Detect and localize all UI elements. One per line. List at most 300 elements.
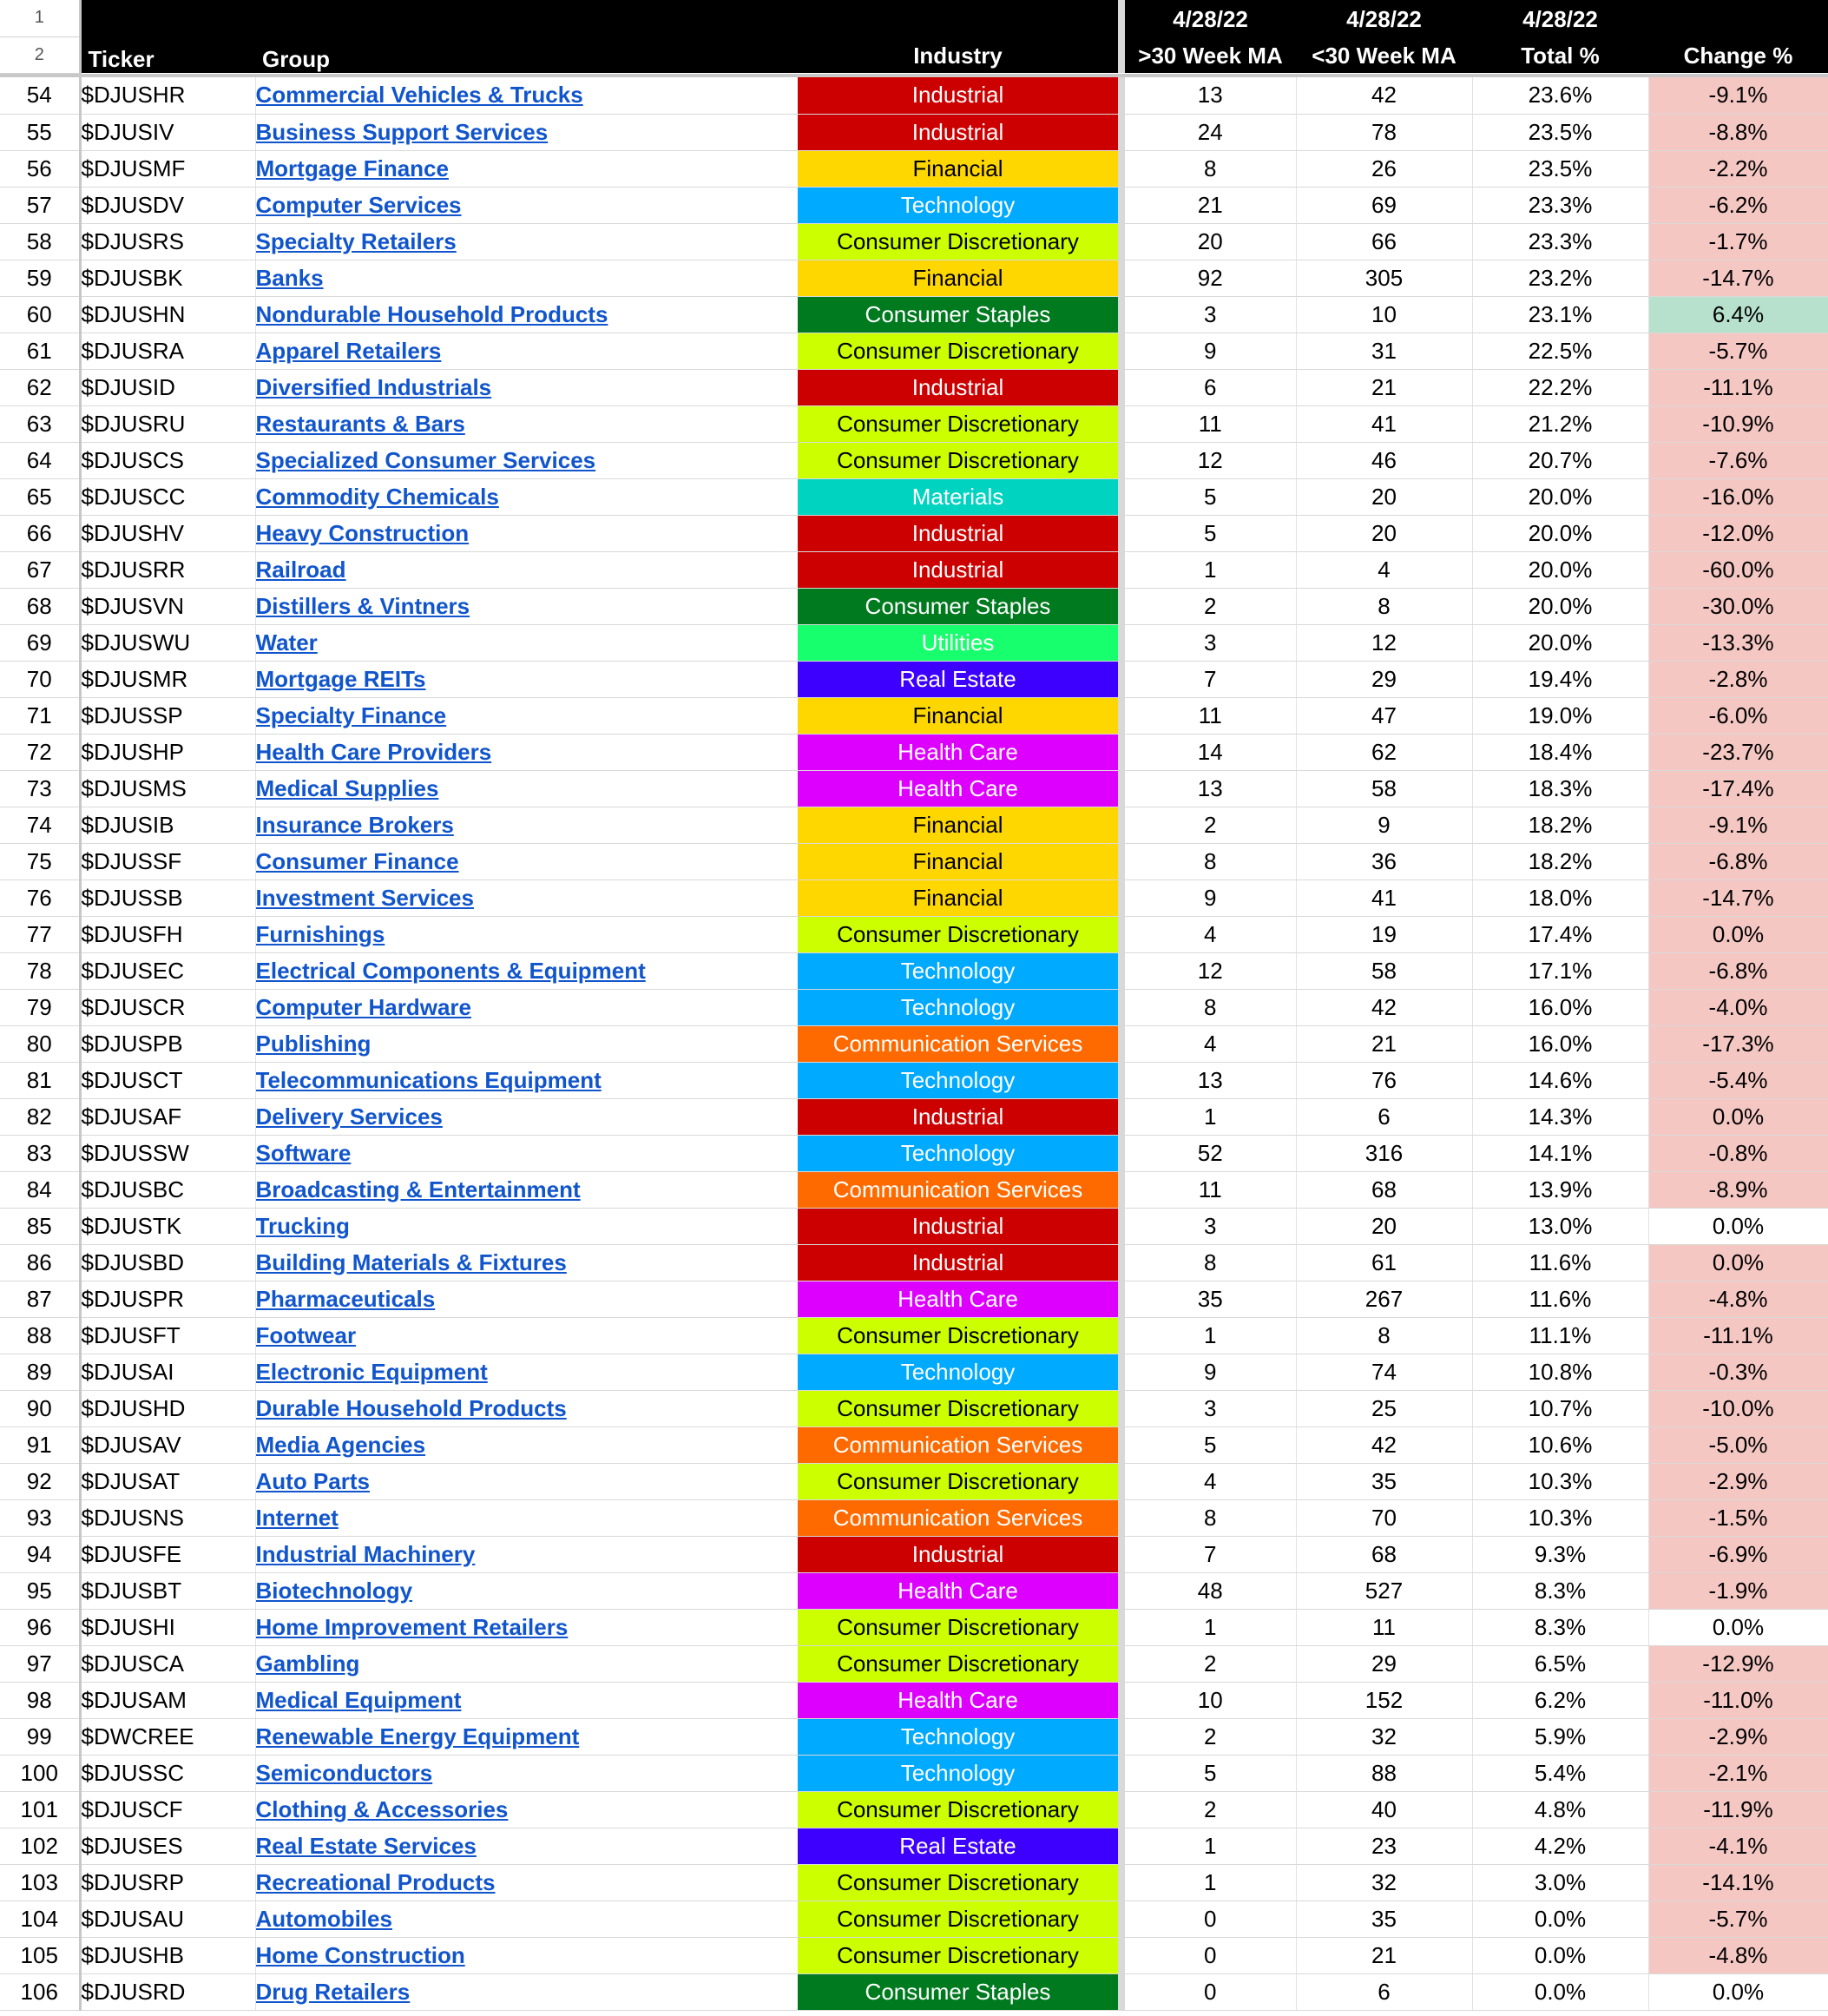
total-pct-cell[interactable]: 18.2% [1472,843,1648,880]
total-pct-cell[interactable]: 0.0% [1472,1973,1648,2010]
header-total-pct[interactable]: Total % [1472,36,1648,73]
group-link[interactable]: Electronic Equipment [255,1358,488,1385]
change-pct-cell[interactable]: -4.1% [1648,1828,1828,1864]
total-pct-cell[interactable]: 20.0% [1472,478,1648,515]
total-pct-cell[interactable]: 23.1% [1472,296,1648,333]
industry-cell[interactable]: Communication Services [798,1025,1121,1062]
total-pct-cell[interactable]: 23.5% [1472,150,1648,187]
group-link[interactable]: Telecommunications Equipment [255,1066,602,1093]
below-ma-cell[interactable]: 40 [1296,1791,1472,1828]
header-below-ma[interactable]: <30 Week MA [1296,36,1472,73]
above-ma-cell[interactable]: 3 [1121,296,1296,333]
industry-cell[interactable]: Consumer Discretionary [798,333,1121,369]
total-pct-cell[interactable]: 0.0% [1472,1937,1648,1973]
industry-cell[interactable]: Consumer Discretionary [798,1390,1121,1426]
industry-cell[interactable]: Industrial [798,1208,1121,1244]
group-link[interactable]: Consumer Finance [255,847,459,874]
group-link[interactable]: Automobiles [255,1905,392,1932]
industry-cell[interactable]: Financial [798,260,1121,296]
group-link-cell[interactable] [255,1718,798,1755]
below-ma-cell[interactable]: 29 [1296,1645,1472,1682]
below-ma-cell[interactable]: 35 [1296,1463,1472,1499]
row-number[interactable]: 58 [0,223,80,260]
industry-cell[interactable]: Financial [798,697,1121,734]
group-link[interactable]: Banks [255,264,324,291]
group-link[interactable]: Footwear [255,1321,357,1348]
group-link-cell[interactable] [255,916,798,952]
ticker-cell[interactable]: $DJUSHB [80,1937,255,1973]
group-link[interactable]: Broadcasting & Entertainment [255,1176,581,1202]
group-link-cell[interactable] [255,369,798,405]
below-ma-cell[interactable]: 267 [1296,1281,1472,1317]
below-ma-cell[interactable]: 305 [1296,260,1472,296]
above-ma-cell[interactable]: 1 [1121,551,1296,588]
group-link[interactable]: Commercial Vehicles & Trucks [255,82,583,109]
row-number[interactable]: 101 [0,1791,80,1828]
total-pct-cell[interactable]: 20.7% [1472,442,1648,478]
group-link[interactable]: Gambling [255,1650,360,1677]
row-number[interactable]: 84 [0,1171,80,1208]
group-link-cell[interactable] [255,1682,798,1718]
group-link[interactable]: Nondurable Household Products [255,300,608,327]
industry-cell[interactable]: Industrial [798,1244,1121,1281]
row-number[interactable]: 67 [0,551,80,588]
group-link[interactable]: Delivery Services [255,1103,443,1130]
ticker-cell[interactable]: $DJUSPR [80,1281,255,1317]
total-pct-cell[interactable]: 18.0% [1472,880,1648,916]
row-number[interactable]: 55 [0,114,80,150]
group-link[interactable]: Investment Services [255,884,474,911]
industry-cell[interactable]: Consumer Staples [798,296,1121,333]
change-pct-cell[interactable]: -6.9% [1648,1536,1828,1572]
ticker-cell[interactable]: $DJUSRR [80,551,255,588]
above-ma-cell[interactable]: 8 [1121,1244,1296,1281]
total-pct-cell[interactable]: 0.0% [1472,1901,1648,1937]
ticker-cell[interactable]: $DJUSSW [80,1135,255,1171]
group-link[interactable]: Home Improvement Retailers [255,1613,569,1640]
change-pct-cell[interactable]: -13.3% [1648,624,1828,661]
above-ma-cell[interactable]: 8 [1121,1499,1296,1536]
group-link-cell[interactable] [255,989,798,1025]
total-pct-cell[interactable]: 20.0% [1472,551,1648,588]
row-number[interactable]: 103 [0,1864,80,1901]
ticker-cell[interactable]: $DJUSRD [80,1973,255,2010]
below-ma-cell[interactable]: 46 [1296,442,1472,478]
row-number[interactable]: 54 [0,77,80,114]
group-link[interactable]: Commodity Chemicals [255,483,499,510]
total-pct-cell[interactable]: 14.3% [1472,1098,1648,1135]
group-link-cell[interactable] [255,1426,798,1463]
ticker-cell[interactable]: $DJUSHP [80,734,255,770]
industry-cell[interactable]: Technology [798,989,1121,1025]
ticker-cell[interactable]: $DJUSFT [80,1317,255,1354]
below-ma-cell[interactable]: 8 [1296,588,1472,624]
above-ma-cell[interactable]: 8 [1121,989,1296,1025]
total-pct-cell[interactable]: 22.5% [1472,333,1648,369]
below-ma-cell[interactable]: 42 [1296,77,1472,114]
row-number[interactable]: 76 [0,880,80,916]
change-pct-cell[interactable]: -14.7% [1648,880,1828,916]
industry-cell[interactable]: Utilities [798,624,1121,661]
industry-cell[interactable]: Real Estate [798,661,1121,697]
industry-cell[interactable]: Consumer Discretionary [798,1791,1121,1828]
group-link[interactable]: Durable Household Products [255,1394,567,1421]
industry-cell[interactable]: Consumer Discretionary [798,916,1121,952]
row-number[interactable]: 80 [0,1025,80,1062]
group-link[interactable]: Business Support Services [255,118,549,145]
group-link[interactable]: Software [255,1139,352,1166]
industry-cell[interactable]: Technology [798,1135,1121,1171]
total-pct-cell[interactable]: 3.0% [1472,1864,1648,1901]
row-number[interactable]: 95 [0,1572,80,1609]
change-pct-cell[interactable]: -6.8% [1648,952,1828,989]
row-number[interactable]: 65 [0,478,80,515]
above-ma-cell[interactable]: 11 [1121,1171,1296,1208]
row-number[interactable]: 77 [0,916,80,952]
industry-cell[interactable]: Consumer Discretionary [798,1901,1121,1937]
industry-cell[interactable]: Financial [798,843,1121,880]
ticker-cell[interactable]: $DJUSRU [80,405,255,442]
above-ma-cell[interactable]: 35 [1121,1281,1296,1317]
below-ma-cell[interactable]: 9 [1296,807,1472,843]
group-link[interactable]: Electrical Components & Equipment [255,957,646,984]
header-blank-cell[interactable] [1648,0,1828,36]
above-ma-cell[interactable]: 7 [1121,1536,1296,1572]
change-pct-cell[interactable]: -5.4% [1648,1062,1828,1098]
row-number[interactable]: 104 [0,1901,80,1937]
industry-cell[interactable]: Consumer Discretionary [798,1864,1121,1901]
row-number[interactable]: 63 [0,405,80,442]
group-link[interactable]: Medical Equipment [255,1686,462,1713]
group-link[interactable]: Trucking [255,1212,350,1239]
group-link-cell[interactable] [255,952,798,989]
group-link-cell[interactable] [255,260,798,296]
above-ma-cell[interactable]: 10 [1121,1682,1296,1718]
total-pct-cell[interactable]: 20.0% [1472,588,1648,624]
change-pct-cell[interactable]: -5.7% [1648,333,1828,369]
ticker-cell[interactable]: $DJUSMR [80,661,255,697]
ticker-cell[interactable]: $DJUSDV [80,187,255,223]
below-ma-cell[interactable]: 58 [1296,952,1472,989]
group-link-cell[interactable] [255,1208,798,1244]
industry-cell[interactable]: Industrial [798,369,1121,405]
group-link[interactable]: Real Estate Services [255,1832,477,1859]
below-ma-cell[interactable]: 78 [1296,114,1472,150]
ticker-cell[interactable]: $DJUSBK [80,260,255,296]
row-number[interactable]: 99 [0,1718,80,1755]
above-ma-cell[interactable]: 7 [1121,661,1296,697]
group-link[interactable]: Pharmaceuticals [255,1285,436,1312]
group-link-cell[interactable] [255,661,798,697]
industry-cell[interactable]: Industrial [798,1098,1121,1135]
group-link[interactable]: Semiconductors [255,1759,433,1786]
industry-cell[interactable]: Communication Services [798,1426,1121,1463]
ticker-cell[interactable]: $DJUSHN [80,296,255,333]
total-pct-cell[interactable]: 8.3% [1472,1609,1648,1645]
below-ma-cell[interactable]: 66 [1296,223,1472,260]
group-link-cell[interactable] [255,1135,798,1171]
above-ma-cell[interactable]: 4 [1121,1025,1296,1062]
change-pct-cell[interactable]: -11.9% [1648,1791,1828,1828]
ticker-cell[interactable]: $DJUSHV [80,515,255,551]
group-link-cell[interactable] [255,1244,798,1281]
ticker-cell[interactable]: $DJUSES [80,1828,255,1864]
group-link[interactable]: Specialty Retailers [255,227,457,254]
group-link[interactable]: Clothing & Accessories [255,1795,509,1822]
total-pct-cell[interactable]: 10.7% [1472,1390,1648,1426]
total-pct-cell[interactable]: 17.4% [1472,916,1648,952]
above-ma-cell[interactable]: 13 [1121,770,1296,807]
ticker-cell[interactable]: $DJUSHI [80,1609,255,1645]
industry-cell[interactable]: Technology [798,1755,1121,1791]
change-pct-cell[interactable]: -12.0% [1648,515,1828,551]
group-link[interactable]: Diversified Industrials [255,373,492,400]
row-number[interactable]: 102 [0,1828,80,1864]
ticker-cell[interactable]: $DJUSSC [80,1755,255,1791]
group-link-cell[interactable] [255,223,798,260]
row-number[interactable]: 70 [0,661,80,697]
group-link[interactable]: Furnishings [255,920,385,947]
group-link-cell[interactable] [255,1937,798,1973]
group-link[interactable]: Health Care Providers [255,738,492,765]
above-ma-cell[interactable]: 1 [1121,1828,1296,1864]
total-pct-cell[interactable]: 18.3% [1472,770,1648,807]
group-link-cell[interactable] [255,1098,798,1135]
below-ma-cell[interactable]: 20 [1296,1208,1472,1244]
total-pct-cell[interactable]: 10.6% [1472,1426,1648,1463]
ticker-cell[interactable]: $DJUSIV [80,114,255,150]
group-link-cell[interactable] [255,843,798,880]
change-pct-cell[interactable]: -17.3% [1648,1025,1828,1062]
change-pct-cell[interactable]: -60.0% [1648,551,1828,588]
ticker-cell[interactable]: $DJUSSF [80,843,255,880]
row-number[interactable]: 68 [0,588,80,624]
above-ma-cell[interactable]: 5 [1121,515,1296,551]
group-link-cell[interactable] [255,1828,798,1864]
ticker-cell[interactable]: $DJUSRP [80,1864,255,1901]
below-ma-cell[interactable]: 21 [1296,369,1472,405]
above-ma-cell[interactable]: 1 [1121,1864,1296,1901]
group-link-cell[interactable] [255,880,798,916]
below-ma-cell[interactable]: 10 [1296,296,1472,333]
group-link-cell[interactable] [255,442,798,478]
below-ma-cell[interactable]: 32 [1296,1864,1472,1901]
industry-cell[interactable]: Health Care [798,1281,1121,1317]
header-above-ma[interactable]: >30 Week MA [1121,36,1296,73]
industry-cell[interactable]: Technology [798,1354,1121,1390]
row-number[interactable]: 96 [0,1609,80,1645]
total-pct-cell[interactable]: 6.2% [1472,1682,1648,1718]
change-pct-cell[interactable]: -14.1% [1648,1864,1828,1901]
below-ma-cell[interactable]: 62 [1296,734,1472,770]
below-ma-cell[interactable]: 6 [1296,1973,1472,2010]
change-pct-cell[interactable]: -5.7% [1648,1901,1828,1937]
ticker-cell[interactable]: $DJUSWU [80,624,255,661]
total-pct-cell[interactable]: 11.6% [1472,1281,1648,1317]
above-ma-cell[interactable]: 20 [1121,223,1296,260]
group-link-cell[interactable] [255,187,798,223]
change-pct-cell[interactable]: -2.1% [1648,1755,1828,1791]
change-pct-cell[interactable]: -2.2% [1648,150,1828,187]
group-link[interactable]: Biotechnology [255,1577,413,1604]
row-number[interactable]: 64 [0,442,80,478]
ticker-cell[interactable]: $DJUSRS [80,223,255,260]
above-ma-cell[interactable]: 21 [1121,187,1296,223]
ticker-cell[interactable]: $DJUSCC [80,478,255,515]
industry-cell[interactable]: Financial [798,880,1121,916]
change-pct-cell[interactable]: -23.7% [1648,734,1828,770]
above-ma-cell[interactable]: 1 [1121,1317,1296,1354]
above-ma-cell[interactable]: 5 [1121,1755,1296,1791]
row-number[interactable]: 97 [0,1645,80,1682]
industry-cell[interactable]: Consumer Staples [798,1973,1121,2010]
row-number[interactable]: 81 [0,1062,80,1098]
change-pct-cell[interactable]: -11.1% [1648,1317,1828,1354]
group-link[interactable]: Recreational Products [255,1868,496,1895]
group-link-cell[interactable] [255,1609,798,1645]
below-ma-cell[interactable]: 74 [1296,1354,1472,1390]
industry-cell[interactable]: Consumer Discretionary [798,1609,1121,1645]
group-link-cell[interactable] [255,1499,798,1536]
change-pct-cell[interactable]: -10.0% [1648,1390,1828,1426]
below-ma-cell[interactable]: 25 [1296,1390,1472,1426]
ticker-cell[interactable]: $DJUSCF [80,1791,255,1828]
group-link-cell[interactable] [255,1281,798,1317]
industry-cell[interactable]: Consumer Discretionary [798,1317,1121,1354]
above-ma-cell[interactable]: 11 [1121,697,1296,734]
group-link-cell[interactable] [255,1025,798,1062]
total-pct-cell[interactable]: 13.0% [1472,1208,1648,1244]
row-number[interactable]: 98 [0,1682,80,1718]
total-pct-cell[interactable]: 10.3% [1472,1463,1648,1499]
industry-cell[interactable]: Consumer Discretionary [798,1645,1121,1682]
ticker-cell[interactable]: $DJUSAV [80,1426,255,1463]
ticker-cell[interactable]: $DJUSVN [80,588,255,624]
change-pct-cell[interactable]: -5.0% [1648,1426,1828,1463]
change-pct-cell[interactable]: -2.8% [1648,661,1828,697]
change-pct-cell[interactable]: -1.9% [1648,1572,1828,1609]
group-link-cell[interactable] [255,770,798,807]
below-ma-cell[interactable]: 42 [1296,1426,1472,1463]
change-pct-cell[interactable]: -14.7% [1648,260,1828,296]
group-link-cell[interactable] [255,1864,798,1901]
change-pct-cell[interactable]: -10.9% [1648,405,1828,442]
above-ma-cell[interactable]: 14 [1121,734,1296,770]
ticker-cell[interactable]: $DJUSSP [80,697,255,734]
change-pct-cell[interactable]: 0.0% [1648,1609,1828,1645]
total-pct-cell[interactable]: 9.3% [1472,1536,1648,1572]
group-link-cell[interactable] [255,77,798,114]
group-link-cell[interactable] [255,1755,798,1791]
change-pct-cell[interactable]: -2.9% [1648,1463,1828,1499]
row-number[interactable]: 100 [0,1755,80,1791]
above-ma-cell[interactable]: 0 [1121,1901,1296,1937]
below-ma-cell[interactable]: 152 [1296,1682,1472,1718]
above-ma-cell[interactable]: 5 [1121,1426,1296,1463]
group-link[interactable]: Publishing [255,1030,372,1057]
total-pct-cell[interactable]: 23.2% [1472,260,1648,296]
group-link-cell[interactable] [255,1354,798,1390]
change-pct-cell[interactable]: -30.0% [1648,588,1828,624]
row-number[interactable]: 74 [0,807,80,843]
group-link[interactable]: Computer Services [255,191,462,218]
above-ma-cell[interactable]: 13 [1121,1062,1296,1098]
below-ma-cell[interactable]: 21 [1296,1025,1472,1062]
total-pct-cell[interactable]: 18.2% [1472,807,1648,843]
below-ma-cell[interactable]: 20 [1296,478,1472,515]
change-pct-cell[interactable]: -4.8% [1648,1281,1828,1317]
group-link[interactable]: Mortgage REITs [255,665,426,692]
above-ma-cell[interactable]: 52 [1121,1135,1296,1171]
below-ma-cell[interactable]: 68 [1296,1171,1472,1208]
industry-cell[interactable]: Technology [798,1718,1121,1755]
ticker-cell[interactable]: $DJUSAU [80,1901,255,1937]
row-number[interactable]: 92 [0,1463,80,1499]
ticker-cell[interactable]: $DJUSAT [80,1463,255,1499]
row-number[interactable]: 82 [0,1098,80,1135]
industry-cell[interactable]: Consumer Discretionary [798,1463,1121,1499]
total-pct-cell[interactable]: 6.5% [1472,1645,1648,1682]
group-link-cell[interactable] [255,150,798,187]
ticker-cell[interactable]: $DJUSAF [80,1098,255,1135]
group-link-cell[interactable] [255,551,798,588]
total-pct-cell[interactable]: 11.6% [1472,1244,1648,1281]
row-number[interactable]: 106 [0,1973,80,2010]
row-number[interactable]: 78 [0,952,80,989]
group-link[interactable]: Insurance Brokers [255,811,454,838]
change-pct-cell[interactable]: -9.1% [1648,807,1828,843]
industry-cell[interactable]: Communication Services [798,1499,1121,1536]
header-date-below[interactable]: 4/28/22 [1296,0,1472,36]
above-ma-cell[interactable]: 9 [1121,333,1296,369]
above-ma-cell[interactable]: 9 [1121,1354,1296,1390]
group-link-cell[interactable] [255,697,798,734]
group-link-cell[interactable] [255,624,798,661]
change-pct-cell[interactable]: -1.5% [1648,1499,1828,1536]
above-ma-cell[interactable]: 13 [1121,77,1296,114]
row-number[interactable]: 93 [0,1499,80,1536]
below-ma-cell[interactable]: 29 [1296,661,1472,697]
row-number[interactable]: 105 [0,1937,80,1973]
above-ma-cell[interactable]: 0 [1121,1973,1296,2010]
total-pct-cell[interactable]: 20.0% [1472,515,1648,551]
ticker-cell[interactable]: $DJUSEC [80,952,255,989]
change-pct-cell[interactable]: 0.0% [1648,1208,1828,1244]
below-ma-cell[interactable]: 23 [1296,1828,1472,1864]
ticker-cell[interactable]: $DJUSAI [80,1354,255,1390]
change-pct-cell[interactable]: -8.9% [1648,1171,1828,1208]
header-date-total[interactable]: 4/28/22 [1472,0,1648,36]
total-pct-cell[interactable]: 8.3% [1472,1572,1648,1609]
change-pct-cell[interactable]: -6.8% [1648,843,1828,880]
change-pct-cell[interactable]: -4.8% [1648,1937,1828,1973]
industry-cell[interactable]: Industrial [798,515,1121,551]
total-pct-cell[interactable]: 19.4% [1472,661,1648,697]
total-pct-cell[interactable]: 23.6% [1472,77,1648,114]
above-ma-cell[interactable]: 8 [1121,150,1296,187]
row-number[interactable]: 60 [0,296,80,333]
group-link[interactable]: Industrial Machinery [255,1540,476,1567]
ticker-cell[interactable]: $DJUSRA [80,333,255,369]
row-number[interactable]: 66 [0,515,80,551]
below-ma-cell[interactable]: 26 [1296,150,1472,187]
group-link[interactable]: Renewable Energy Equipment [255,1723,580,1749]
above-ma-cell[interactable]: 12 [1121,442,1296,478]
group-link-cell[interactable] [255,588,798,624]
change-pct-cell[interactable]: 0.0% [1648,1973,1828,2010]
header-group[interactable]: Group [255,36,798,73]
ticker-cell[interactable]: $DJUSBD [80,1244,255,1281]
